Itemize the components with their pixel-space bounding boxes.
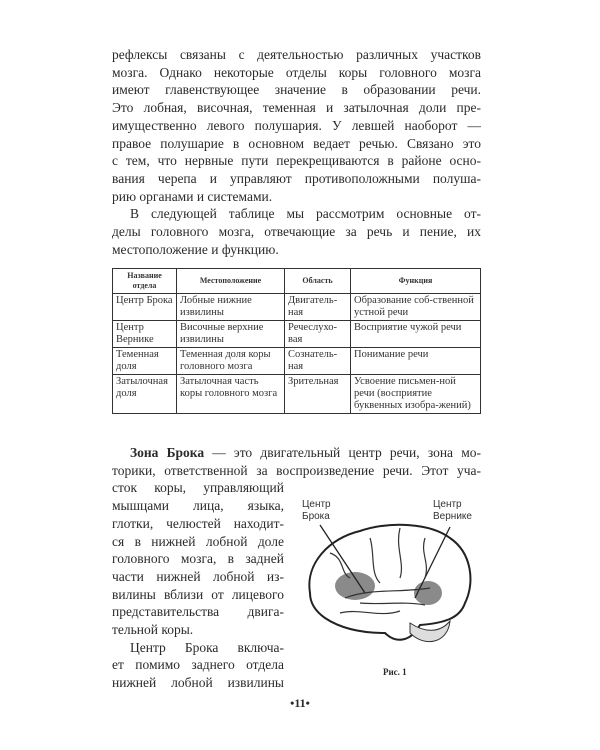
brain-figure xyxy=(300,493,480,663)
text-line: рию органами и системами. xyxy=(112,188,273,204)
table-cell: Восприятие чужой речи xyxy=(351,321,481,348)
table-cell: Теменная доля коры головного мозга xyxy=(177,348,285,375)
term: Зона Брока xyxy=(130,445,205,460)
text-line xyxy=(112,444,481,462)
table-cell: Образование соб-ственной устной речи xyxy=(351,294,481,321)
text-line: делы головного мозга, отвечающие за речь и пение, их xyxy=(112,224,481,239)
text-line: представительства двига- xyxy=(112,604,284,620)
brain-areas-table xyxy=(112,268,481,414)
wernicke-label: Центр Вернике xyxy=(433,499,472,522)
text-line: головного мозга, в задней xyxy=(112,551,284,567)
text-line: тельной коры. xyxy=(112,622,194,637)
table-cell: Усвоение письмен-ной речи (восприятие буквенных изобра-жений) xyxy=(351,375,481,414)
table-cell: Сознатель-ная xyxy=(285,348,351,375)
page-number: •11• xyxy=(290,696,310,710)
table-cell: Зрительная xyxy=(285,375,351,414)
text-line: ет помимо заднего отдела xyxy=(112,657,284,673)
text-line: Центр Брока включа- xyxy=(130,639,284,655)
table-cell: Двигатель-ная xyxy=(285,294,351,321)
text-line: рефлексы связаны с деятельностью различных участков xyxy=(112,47,481,62)
table-row xyxy=(113,294,481,321)
text-line: мозга. Однако некоторые отделы коры головного мозга xyxy=(112,64,481,80)
text-line: В следующей таблице мы рассмотрим основные от- xyxy=(130,206,481,222)
text-line: нижней лобной извилины xyxy=(112,675,284,691)
text-line: части нижней лобной из- xyxy=(112,568,284,584)
text-line: глотки, челюстей находит- xyxy=(112,515,284,531)
table-cell: Центр Брока xyxy=(113,294,177,321)
text-line: местоположение и функцию. xyxy=(112,241,279,257)
broca-label: Центр Брока xyxy=(302,499,331,522)
brain-illustration-icon xyxy=(300,493,480,663)
table-cell: Центр Вернике xyxy=(113,321,177,348)
text-line: с тем, что нервные пути перекрещиваются в районе осно- xyxy=(112,153,481,169)
text-line: вилины вблизи от лицевого xyxy=(112,586,284,602)
table-cell: Речеслухо-вая xyxy=(285,321,351,348)
text-line: имеют главенствующее значение в образовании речи. xyxy=(112,82,481,98)
text-line: ся в нижней лобной доле xyxy=(112,533,284,549)
text-line: имущественно левого полушария. У левшей наоборот — xyxy=(112,117,481,133)
table-cell: Височные верхние извилины xyxy=(177,321,285,348)
table-row xyxy=(113,375,481,414)
table-cell: Затылочная доля xyxy=(113,375,177,414)
text-line: сток коры, управляющий xyxy=(112,480,284,496)
table-row xyxy=(113,321,481,348)
text-line: вания черепа и управляют противоположными полуша- xyxy=(112,170,481,186)
header-cell: Название отдела xyxy=(113,269,177,294)
text-line: торики, ответственной за воспроизведение речи. Этот уча- xyxy=(112,462,481,478)
text-line: мышцами лица, языка, xyxy=(112,498,284,514)
text-line: правое полушарие в основном ведает речью. Связано это xyxy=(112,135,481,151)
text: — это двигательный центр речи, зона мо- xyxy=(204,445,481,460)
table-cell: Лобные нижние извилины xyxy=(177,294,285,321)
header-cell: Область xyxy=(285,269,351,294)
header-cell: Функция xyxy=(351,269,481,294)
table-cell: Затылочная часть коры головного мозга xyxy=(177,375,285,414)
table-row xyxy=(113,348,481,375)
text-line: Это лобная, височная, теменная и затылочная доли пре- xyxy=(112,100,481,116)
header-cell: Местоположение xyxy=(177,269,285,294)
table-cell: Теменная доля xyxy=(113,348,177,375)
table-cell: Понимание речи xyxy=(351,348,481,375)
figure-caption: Рис. 1 xyxy=(383,667,407,677)
